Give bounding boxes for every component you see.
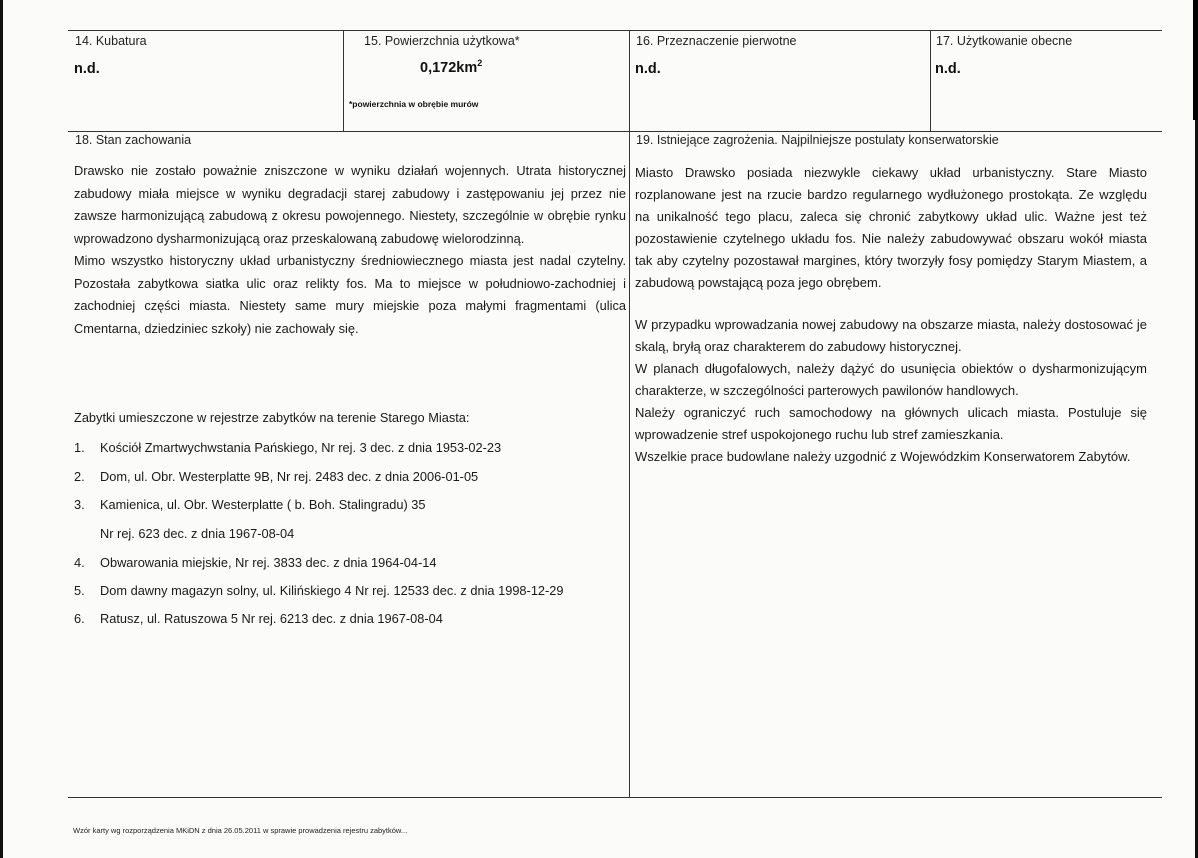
postulat-paragraph-3: W planach długofalowych, należy dążyć do usunięcia obiektów o dysharmonizującym charakterze, w szczególności parterowych pawilonów handlowych. bbox=[635, 361, 1147, 398]
przeznaczenie-value: n.d. bbox=[635, 61, 661, 77]
list-item-continuation: Nr rej. 623 dec. z dnia 1967-08-04 bbox=[100, 526, 295, 541]
list-item-text: Dom dawny magazyn solny, ul. Kilińskiego 4 Nr rej. 12533 dec. z dnia 1998-12-29 bbox=[100, 583, 564, 598]
postulat-paragraph-4: Należy ograniczyć ruch samochodowy na głównych ulicach miasta. Postuluje się wprowadzenie stref uspokojonego ruchu lub stref zamieszkania. bbox=[635, 405, 1147, 442]
list-item bbox=[74, 497, 426, 512]
postulat-paragraph-2: W przypadku wprowadzania nowej zabudowy na obszarze miasta, należy dostosować je skalą, bryłą oraz charakterem do zabudowy historycznej. bbox=[635, 317, 1147, 354]
page-footer: Wzór karty wg rozporządzenia MKiDN z dnia 26.05.2011 w sprawie prowadzenia rejestru zabytków... bbox=[73, 826, 408, 835]
table-bottom-border bbox=[68, 797, 1162, 798]
list-item bbox=[74, 440, 501, 455]
list-item-text: Ratusz, ul. Ratuszowa 5 Nr rej. 6213 dec. z dnia 1967-08-04 bbox=[100, 611, 443, 626]
stan-zachowania-label: 18. Stan zachowania bbox=[75, 133, 192, 147]
zagrozenia-label: 19. Istniejące zagrożenia. Najpilniejsze postulaty konserwatorskie bbox=[636, 133, 999, 147]
powierzchnia-value bbox=[420, 58, 482, 76]
powierzchnia-number: 0,172km bbox=[420, 59, 478, 76]
zabytki-list-intro: Zabytki umieszczone w rejestrze zabytków na terenie Starego Miasta: bbox=[74, 410, 470, 425]
list-item-text: Kościół Zmartwychwstania Pańskiego, Nr rej. 3 dec. z dnia 1953-02-23 bbox=[100, 440, 502, 455]
list-item bbox=[74, 469, 478, 484]
przeznaczenie-label: 16. Przeznaczenie pierwotne bbox=[636, 34, 797, 48]
scan-edge-right-top bbox=[1193, 0, 1198, 120]
kubatura-value: n.d. bbox=[74, 61, 100, 77]
list-item-text: Obwarowania miejskie, Nr rej. 3833 dec. z dnia 1964-04-14 bbox=[100, 555, 437, 570]
list-item bbox=[74, 583, 564, 598]
stan-zachowania-text bbox=[74, 160, 626, 340]
powierzchnia-unit-exponent: 2 bbox=[477, 58, 483, 68]
powierzchnia-label: 15. Powierzchnia użytkowa* bbox=[364, 34, 520, 48]
list-item-number: 5. bbox=[74, 583, 85, 598]
header-row-border bbox=[68, 131, 1162, 132]
list-item-number: 3. bbox=[74, 497, 85, 512]
stan-paragraph-2: Mimo wszystko historyczny układ urbanistyczny średniowiecznego miasta jest nadal czytelny. Pozostała zabytkowa siatka ulic oraz relikty fos. Ma to miejsce w południowo-zachodniej i zachodniej części miasta. Niestety same mury miejskie poza małymi fragmentami (ulica Cmentarna, dziedziniec szkoły) nie zachowały się. bbox=[74, 253, 626, 336]
col-divider-1 bbox=[343, 30, 344, 131]
postulat-paragraph-5: Wszelkie prace budowlane należy uzgodnić z Wojewódzkim Konserwatorem Zabytów. bbox=[635, 449, 1131, 464]
powierzchnia-note: *powierzchnia w obrębie murów bbox=[349, 99, 479, 109]
postulat-paragraph-1: Miasto Drawsko posiada niezwykle ciekawy układ urbanistyczny. Stare Miasto rozplanowane jest na rzucie bardzo regularnego wydłużonego prostokąta. Ze względu na unikalność tego placu, zaleca się chronić zabytkowy układ ulic. Ważne jest też pozostawienie czytelnego układu fos. Nie należy zabudowywać obszaru wokół miasta tak aby czytelny pozostawał margines, który tworzyły fosy pomiędzy Starym Miastem, a zabudową powstającą poza jego obrębem. bbox=[635, 165, 1147, 290]
scan-edge-left bbox=[0, 0, 3, 858]
table-top-border bbox=[68, 30, 1162, 31]
col-divider-main bbox=[629, 30, 630, 797]
stan-paragraph-1: Drawsko nie zostało poważnie zniszczone w wyniku działań wojennych. Utrata historycznej zabudowy miała miejsce w wyniku degradacji starej zabudowy i zastępowaniu jej przez nie zawsze harmonizującą zabudową z okresu powojennego. Niestety, szczególnie w obrębie rynku wprowadzono dysharmonizującą oraz przeskalowaną zabudowę wielorodzinną. bbox=[74, 163, 626, 246]
kubatura-label: 14. Kubatura bbox=[75, 34, 147, 48]
list-item-number: 4. bbox=[74, 555, 85, 570]
uzytkowanie-value: n.d. bbox=[935, 61, 961, 77]
zagrozenia-text bbox=[635, 162, 1147, 468]
list-item bbox=[74, 555, 436, 570]
uzytkowanie-label: 17. Użytkowanie obecne bbox=[936, 34, 1073, 48]
col-divider-3 bbox=[930, 30, 931, 131]
list-item-number: 2. bbox=[74, 469, 85, 484]
list-item-number: 6. bbox=[74, 611, 85, 626]
list-item-text: Kamienica, ul. Obr. Westerplatte ( b. Boh. Stalingradu) 35 bbox=[100, 497, 426, 512]
list-item-number: 1. bbox=[74, 440, 85, 455]
list-item-text: Dom, ul. Obr. Westerplatte 9B, Nr rej. 2483 dec. z dnia 2006-01-05 bbox=[100, 469, 479, 484]
list-item bbox=[74, 611, 443, 626]
